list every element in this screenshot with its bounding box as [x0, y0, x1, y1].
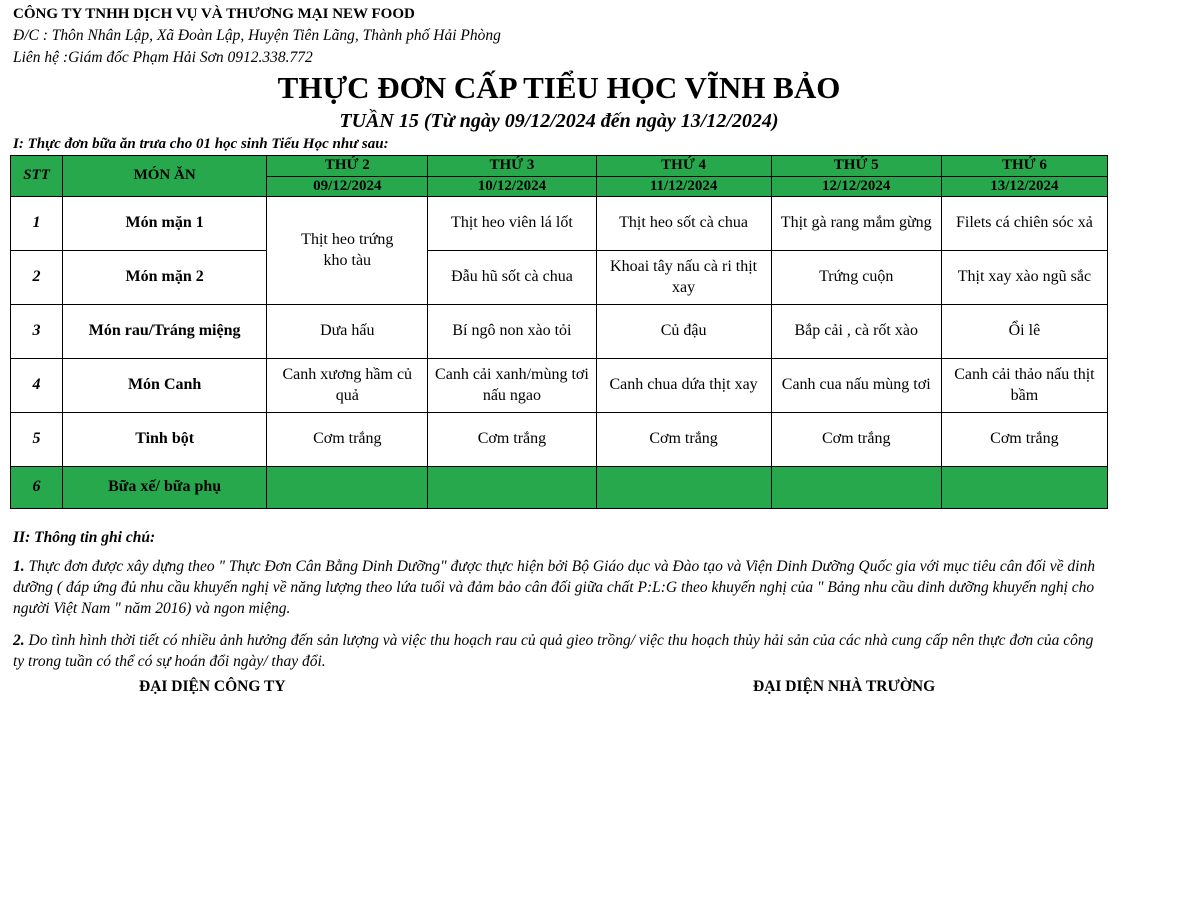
note-text: Do tình hình thời tiết có nhiều ảnh hưởng đến sản lượng và việc thu hoạch rau củ quả gieo trồng/ việc thu hoạch thủy hải sản của các nhà cung cấp nên thực đơn của công ty trong tuần có thể có sự hoán đổi ngày/ thay đổi. [13, 632, 1094, 670]
menu-cell: Bắp cải , cà rốt xào [771, 305, 941, 359]
note-number: 1. [13, 558, 25, 575]
section-1-heading: I: Thực đơn bữa ăn trưa cho 01 học sinh Tiểu Học như sau: [13, 136, 389, 152]
menu-cell: Thịt heo viên lá lốt [428, 197, 596, 251]
note-2 [13, 630, 1108, 672]
row-number: 3 [11, 305, 63, 359]
menu-cell: Trứng cuộn [771, 251, 941, 305]
menu-cell-merged [267, 197, 428, 305]
menu-cell: Cơm trắng [596, 413, 771, 467]
day-header: THỨ 6 [941, 156, 1107, 177]
menu-cell: Dưa hấu [267, 305, 428, 359]
menu-cell: Thịt xay xào ngũ sắc [941, 251, 1107, 305]
dish-category: Món rau/Tráng miệng [63, 305, 267, 359]
note-number: 2. [13, 632, 25, 649]
menu-cell: Cơm trắng [771, 413, 941, 467]
menu-cell: Thịt gà rang mắm gừng [771, 197, 941, 251]
menu-cell: Canh cải xanh/mùng tơi nấu ngao [428, 359, 596, 413]
dish-category: Món mặn 2 [63, 251, 267, 305]
menu-cell: Canh cải thảo nấu thịt bầm [941, 359, 1107, 413]
section-2-heading: II: Thông tin ghi chú: [13, 529, 156, 546]
row-number: 6 [11, 467, 63, 509]
menu-cell: Cơm trắng [267, 413, 428, 467]
note-1 [13, 556, 1108, 619]
dish-category: Bữa xế/ bữa phụ [63, 467, 267, 509]
table-row [11, 305, 1108, 359]
table-row [11, 413, 1108, 467]
day-header: THỨ 3 [428, 156, 596, 177]
menu-cell: Canh cua nấu mùng tơi [771, 359, 941, 413]
menu-cell [596, 467, 771, 509]
day-header: THỨ 2 [267, 156, 428, 177]
menu-cell [428, 467, 596, 509]
table-row [11, 359, 1108, 413]
page-title: THỰC ĐƠN CẤP TIỂU HỌC VĨNH BẢO [277, 70, 841, 105]
menu-cell [267, 467, 428, 509]
table-row [11, 197, 1108, 251]
menu-cell: Ổi lê [941, 305, 1107, 359]
row-number: 5 [11, 413, 63, 467]
menu-cell-text: Thịt heo trứng kho tàu [301, 230, 394, 269]
page-subtitle: TUẦN 15 (Từ ngày 09/12/2024 đến ngày 13/12/2024) [339, 110, 779, 132]
row-number: 1 [11, 197, 63, 251]
signature-school: ĐẠI DIỆN NHÀ TRƯỜNG [753, 678, 936, 695]
menu-cell: Filets cá chiên sóc xả [941, 197, 1107, 251]
date-header: 13/12/2024 [941, 176, 1107, 197]
company-address: Đ/C : Thôn Nhân Lập, Xã Đoàn Lập, Huyện Tiên Lãng, Thành phố Hải Phòng [13, 27, 501, 44]
menu-cell: Củ đậu [596, 305, 771, 359]
row-number: 4 [11, 359, 63, 413]
date-header: 12/12/2024 [771, 176, 941, 197]
col-header-dish: MÓN ĂN [63, 156, 267, 197]
menu-cell: Thịt heo sốt cà chua [596, 197, 771, 251]
menu-cell [941, 467, 1107, 509]
company-name: CÔNG TY TNHH DỊCH VỤ VÀ THƯƠNG MẠI NEW FOOD [13, 6, 415, 22]
menu-cell: Cơm trắng [941, 413, 1107, 467]
menu-cell: Canh chua dứa thịt xay [596, 359, 771, 413]
date-header: 09/12/2024 [267, 176, 428, 197]
dish-category: Món Canh [63, 359, 267, 413]
dish-category: Món mặn 1 [63, 197, 267, 251]
table-row [11, 251, 1108, 305]
signature-company: ĐẠI DIỆN CÔNG TY [139, 678, 286, 695]
menu-cell: Cơm trắng [428, 413, 596, 467]
row-number: 2 [11, 251, 63, 305]
day-header: THỨ 5 [771, 156, 941, 177]
note-text: Thực đơn được xây dựng theo " Thực Đơn Cân Bằng Dinh Dưỡng" được thực hiện bởi Bộ Giáo dục và Đào tạo và Viện Dinh Dưỡng Quốc gia với mục tiêu cân đối về dinh dưỡng ( đáp ứng đủ nhu cầu khuyến nghị về năng lượng theo lứa tuổi và đảm bảo cân đối giữa chất P:L:G theo khuyến nghị của " Bảng nhu cầu dinh dưỡng khuyến nghị cho người Việt Nam " năm 2016) và ngon miệng. [13, 558, 1095, 617]
date-header: 10/12/2024 [428, 176, 596, 197]
menu-cell: Canh xương hầm củ quả [267, 359, 428, 413]
menu-cell: Đẫu hũ sốt cà chua [428, 251, 596, 305]
menu-cell: Bí ngô non xào tỏi [428, 305, 596, 359]
menu-table [10, 155, 1108, 509]
dish-category: Tinh bột [63, 413, 267, 467]
table-row-snack [11, 467, 1108, 509]
col-header-stt: STT [11, 156, 63, 197]
company-contact: Liên hệ :Giám đốc Phạm Hải Sơn 0912.338.772 [13, 49, 313, 66]
menu-cell: Khoai tây nấu cà ri thịt xay [596, 251, 771, 305]
menu-cell [771, 467, 941, 509]
day-header: THỨ 4 [596, 156, 771, 177]
date-header: 11/12/2024 [596, 176, 771, 197]
